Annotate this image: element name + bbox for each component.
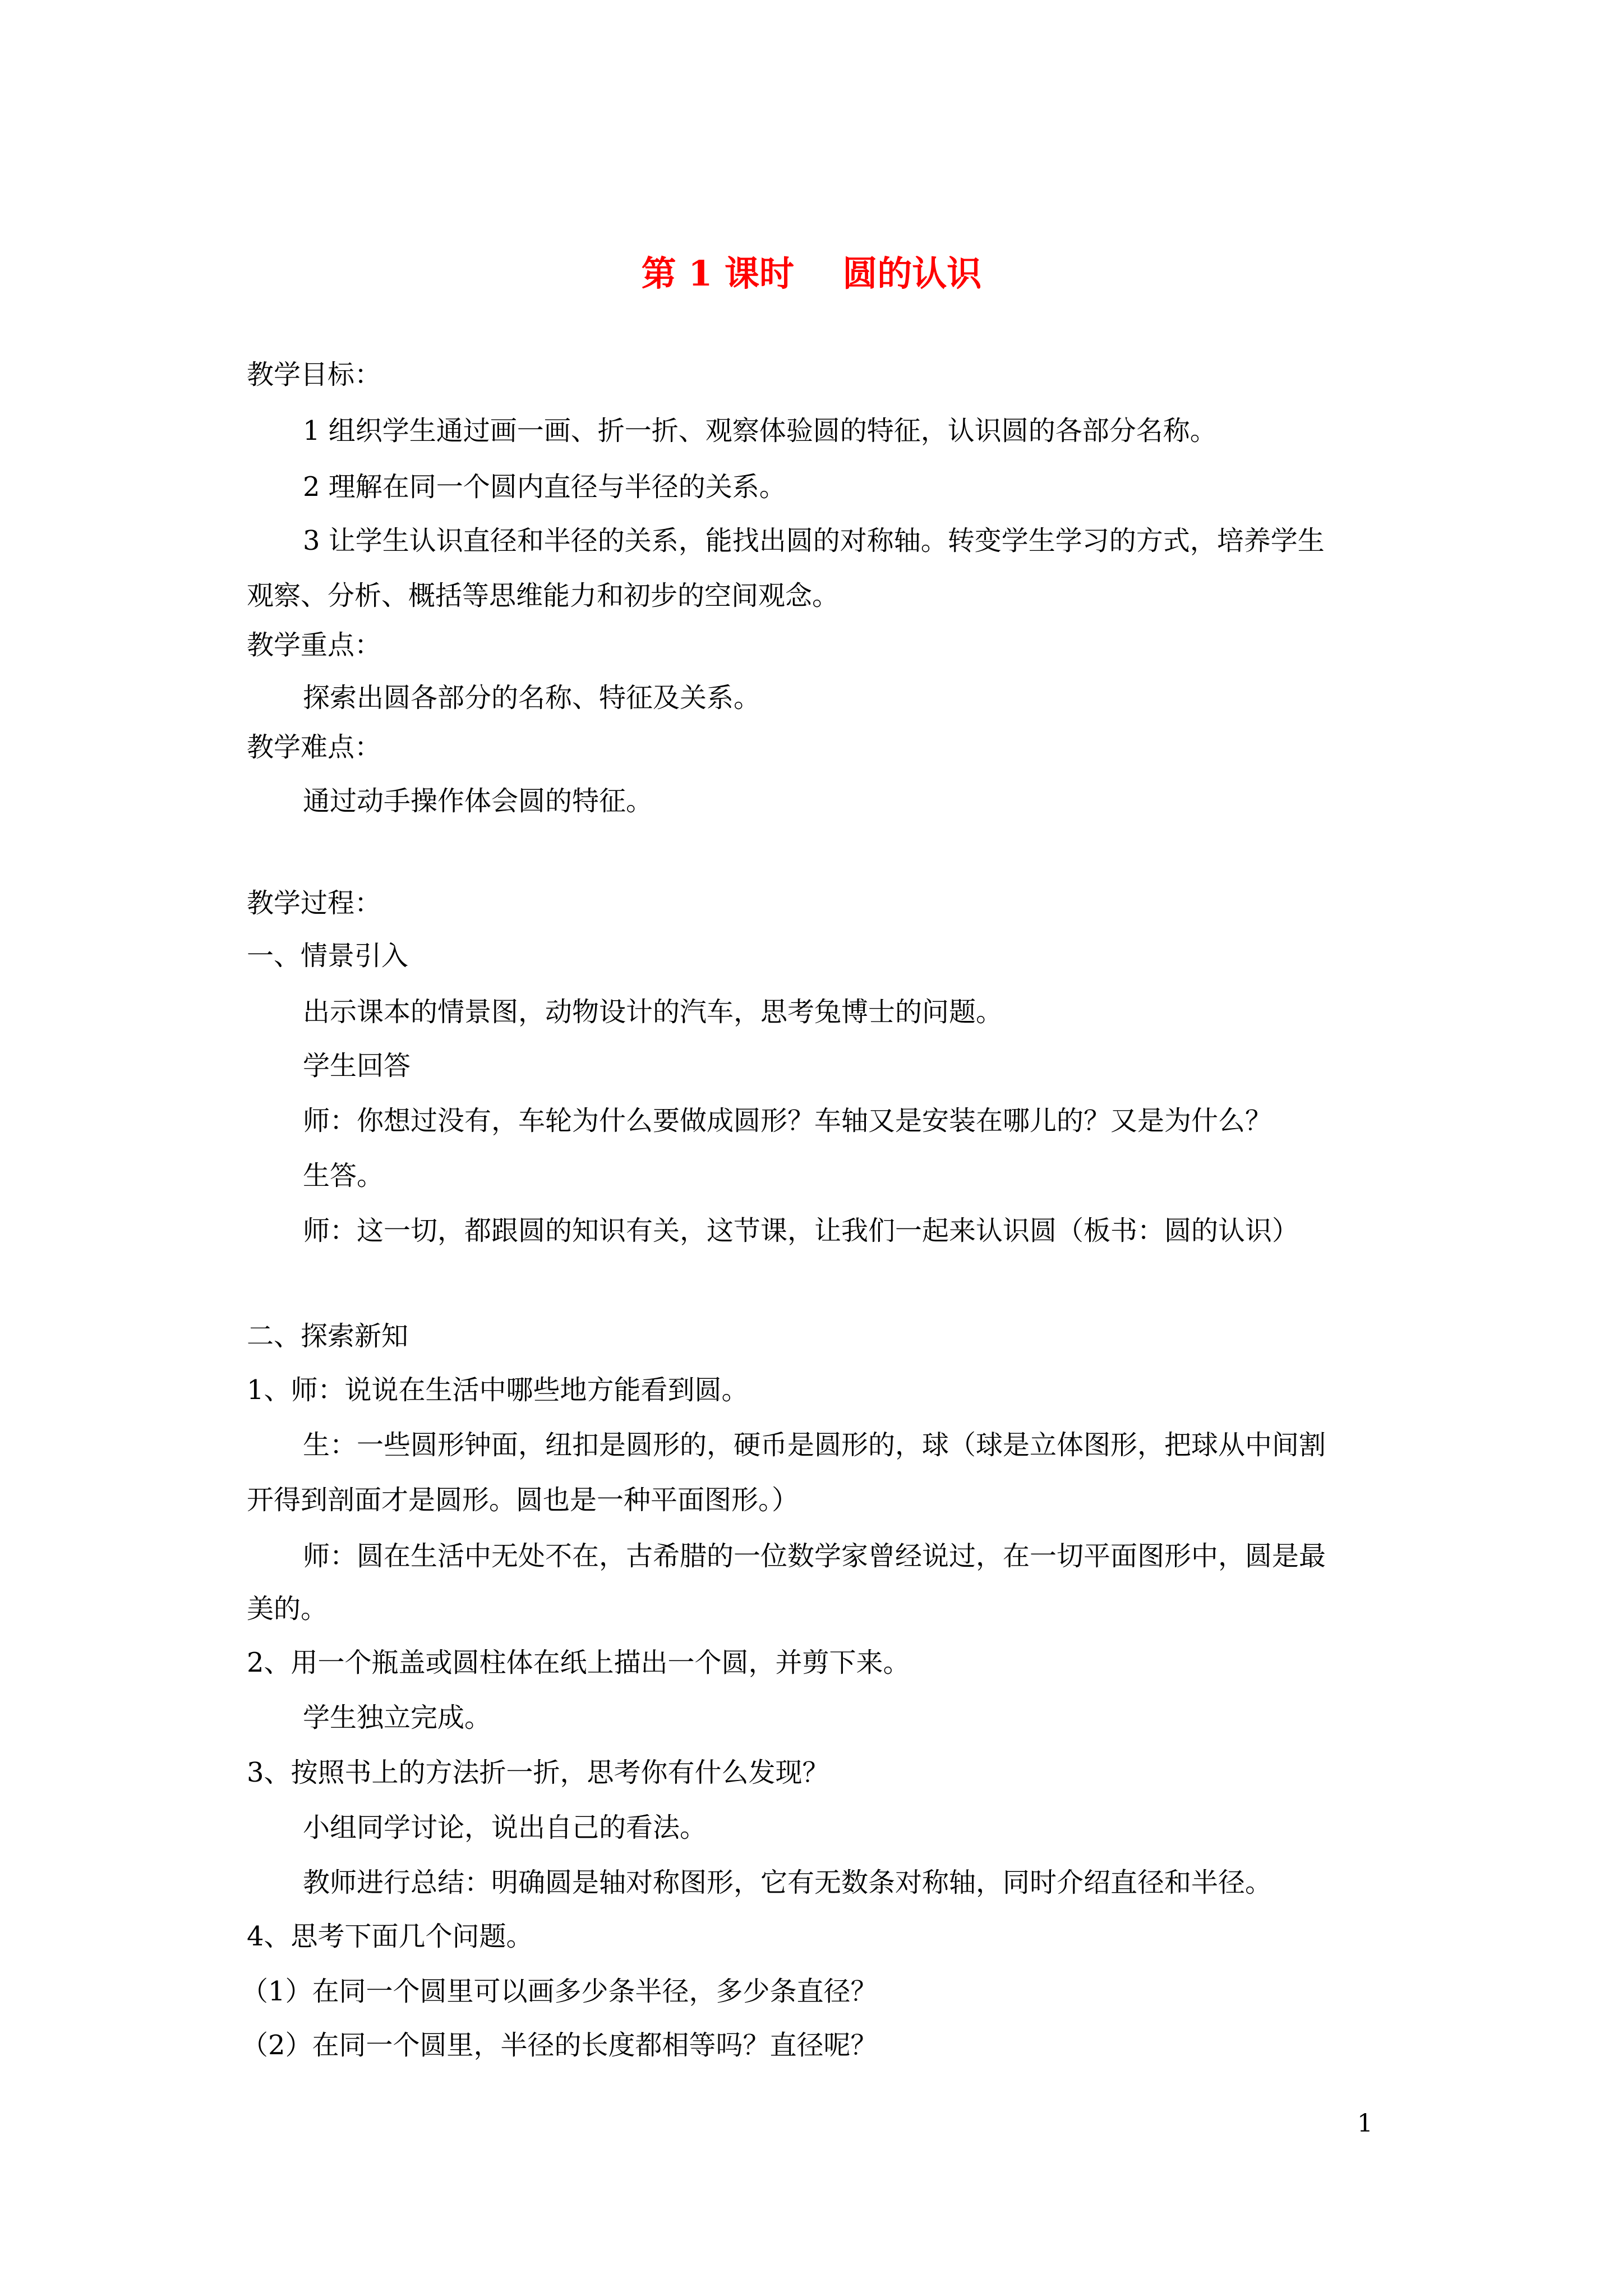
section-1-line: 出示课本的情景图，动物设计的汽车，思考兔博士的问题。 — [303, 996, 1003, 1028]
section-1-line: 学生回答 — [303, 1050, 411, 1082]
page-number: 1 — [1357, 2109, 1373, 2138]
section-2-item-2: 2、用一个瓶盖或圆柱体在纸上描出一个圆，并剪下来。 — [247, 1647, 910, 1678]
key-points-heading: 教学重点： — [247, 629, 382, 661]
section-2-heading: 二、探索新知 — [247, 1320, 409, 1352]
difficulties-heading: 教学难点： — [247, 731, 382, 763]
section-2-item-3-sub: 小组同学讨论，说出自己的看法。 — [303, 1812, 707, 1843]
key-points-text: 探索出圆各部分的名称、特征及关系。 — [303, 682, 761, 714]
section-2-item-4: 4、思考下面几个问题。 — [247, 1921, 533, 1952]
objective-item-2: 2 理解在同一个圆内直径与半径的关系。 — [303, 471, 786, 503]
section-2-item-1-teacher-continued: 美的。 — [247, 1593, 328, 1625]
difficulties-text: 通过动手操作体会圆的特征。 — [303, 785, 653, 817]
objective-item-3: 3 让学生认识直径和半径的关系，能找出圆的对称轴。转变学生学习的方式，培养学生 — [303, 525, 1325, 556]
question-1: （1）在同一个圆里可以画多少条半径，多少条直径？ — [241, 1976, 878, 2007]
section-2-item-1-teacher: 师：圆在生活中无处不在，古希腊的一位数学家曾经说过，在一切平面图形中，圆是最 — [303, 1540, 1326, 1572]
section-1-line: 生答。 — [303, 1160, 384, 1191]
objectives-heading: 教学目标： — [247, 359, 382, 390]
section-1-line: 师：这一切，都跟圆的知识有关，这节课，让我们一起来认识圆（板书：圆的认识） — [303, 1215, 1299, 1246]
page-title: 第 1 课时 圆的认识 — [641, 253, 982, 294]
section-2-item-3-sub: 教师进行总结：明确圆是轴对称图形，它有无数条对称轴，同时介绍直径和半径。 — [303, 1867, 1272, 1898]
section-2-item-1: 1、师：说说在生活中哪些地方能看到圆。 — [247, 1374, 749, 1406]
section-2-item-3: 3、按照书上的方法折一折，思考你有什么发现？ — [247, 1757, 829, 1788]
process-heading: 教学过程： — [247, 887, 382, 919]
section-1-heading: 一、情景引入 — [247, 940, 409, 972]
section-1-line: 师：你想过没有，车轮为什么要做成圆形？车轴又是安装在哪儿的？又是为什么？ — [303, 1105, 1272, 1137]
objective-item-1: 1 组织学生通过画一画、折一折、观察体验圆的特征，认识圆的各部分名称。 — [303, 415, 1217, 447]
section-2-item-1-student-continued: 开得到剖面才是圆形。圆也是一种平面图形。） — [247, 1484, 799, 1516]
section-2-item-2-sub: 学生独立完成。 — [303, 1702, 492, 1733]
section-2-item-1-student: 生：一些圆形钟面，纽扣是圆形的，硬币是圆形的，球（球是立体图形，把球从中间割 — [303, 1429, 1326, 1461]
question-2: （2）在同一个圆里，半径的长度都相等吗？直径呢？ — [241, 2030, 878, 2061]
objective-item-3-continued: 观察、分析、概括等思维能力和初步的空间观念。 — [247, 580, 840, 611]
